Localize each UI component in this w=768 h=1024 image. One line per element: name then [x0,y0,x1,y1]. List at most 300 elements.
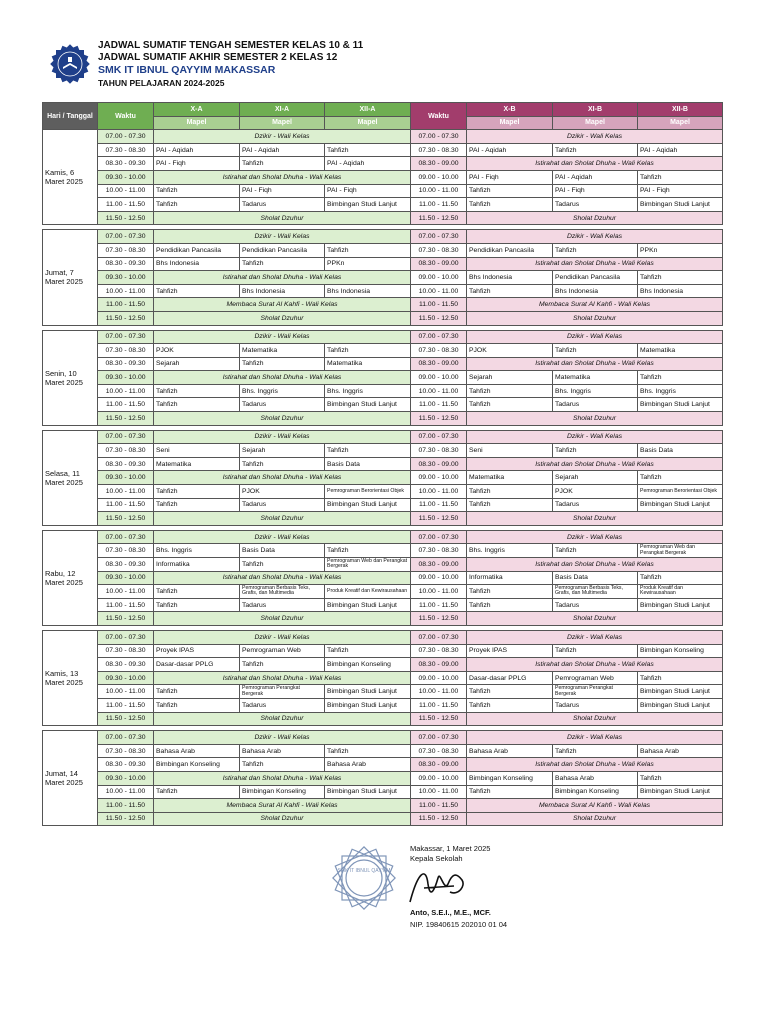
table-row [43,357,723,371]
time-cell-a: 11.00 - 11.50 [98,398,154,412]
merged-activity-b: Dzikir - Wali Kelas [467,130,723,144]
subject-cell-a: Sejarah [240,444,325,458]
table-row [43,157,723,171]
subject-cell-a: Tahfizh [154,184,240,198]
subject-cell-b: PJOK [553,485,638,499]
time-cell-b: 08.30 - 09.00 [411,457,467,471]
subject-cell-b: Pemrograman Web [553,671,638,685]
merged-activity-a: Sholat Dzuhur [154,512,411,526]
merged-activity-a: Dzikir - Wali Kelas [154,430,411,444]
subject-cell-b: Tahfizh [553,344,638,358]
merged-activity-b: Istirahat dan Sholat Dhuha - Wali Kelas [467,758,723,772]
subject-cell-b: Bimbingan Studi Lanjut [638,598,723,612]
time-cell-b: 10.00 - 11.00 [411,685,467,699]
subject-cell-a: Tahfizh [325,143,411,157]
subject-cell-b: Tahfizh [638,271,723,285]
header-waktu-b: Waktu [411,103,467,130]
subject-cell-b: Tahfizh [553,544,638,558]
subject-cell-a: Tahfizh [325,444,411,458]
table-row [43,758,723,772]
merged-activity-b: Sholat Dzuhur [467,812,723,826]
subject-cell-b: Produk Kreatif dan Kewirausahaan [638,585,723,599]
subject-cell-a: Tahfizh [154,698,240,712]
table-row [43,230,723,244]
subject-cell-b: Informatika [467,571,553,585]
subject-cell-b: Tahfizh [553,644,638,658]
time-cell-a: 07.30 - 08.30 [98,544,154,558]
table-row [43,698,723,712]
time-cell-b: 10.00 - 11.00 [411,184,467,198]
subject-cell-b: PAI - Fiqh [638,184,723,198]
subject-cell-a: PAI - Fiqh [240,184,325,198]
header-class-xia: XI-A [240,103,325,117]
subject-cell-b: Tahfizh [638,571,723,585]
merged-activity-b: Istirahat dan Sholat Dhuha - Wali Kelas [467,457,723,471]
table-row [43,530,723,544]
subject-cell-a: Pemrograman Perangkat Bergerak [240,685,325,699]
day-date-cell: Kamis, 6 Maret 2025 [43,130,98,225]
subject-cell-b: Bimbingan Konseling [638,644,723,658]
merged-activity-a: Istirahat dan Sholat Dhuha - Wali Kelas [154,571,411,585]
subject-cell-a: Bhs Indonesia [325,284,411,298]
stamp-text: SMK IT IBNUL QAYYIM [337,868,391,874]
day-date-cell: Rabu, 12 Maret 2025 [43,530,98,625]
time-cell-a: 07.30 - 08.30 [98,344,154,358]
time-cell-b: 07.30 - 08.30 [411,644,467,658]
time-cell-a: 07.30 - 08.30 [98,243,154,257]
subject-cell-b: Tahfizh [553,243,638,257]
day-date-cell: Jumat, 7 Maret 2025 [43,230,98,325]
subject-cell-b: Bimbingan Konseling [553,785,638,799]
time-cell-b: 09.00 - 10.00 [411,471,467,485]
time-cell-b: 09.00 - 10.00 [411,271,467,285]
subject-cell-b: Basis Data [638,444,723,458]
time-cell-a: 11.50 - 12.50 [98,412,154,426]
merged-activity-b: Sholat Dzuhur [467,712,723,726]
time-cell-b: 11.50 - 12.50 [411,412,467,426]
subject-cell-b: Tahfizh [638,771,723,785]
subject-cell-b: Pemrograman Berorientasi Objek [638,485,723,499]
subject-cell-a: Seni [154,444,240,458]
subject-cell-a: Bimbingan Konseling [154,758,240,772]
table-row [43,211,723,225]
merged-activity-b: Istirahat dan Sholat Dhuha - Wali Kelas [467,357,723,371]
time-cell-a: 11.00 - 11.50 [98,698,154,712]
table-row [43,311,723,325]
subject-cell-b: Tahfizh [638,170,723,184]
merged-activity-b: Dzikir - Wali Kelas [467,530,723,544]
subject-cell-b: Bimbingan Studi Lanjut [638,398,723,412]
subject-cell-a: Bimbingan Studi Lanjut [325,685,411,699]
time-cell-b: 07.00 - 07.30 [411,731,467,745]
table-row [43,744,723,758]
table-row [43,344,723,358]
time-cell-a: 07.30 - 08.30 [98,143,154,157]
subject-cell-b: Tahfizh [467,598,553,612]
table-row [43,571,723,585]
subject-cell-b: Bimbingan Studi Lanjut [638,498,723,512]
time-cell-a: 10.00 - 11.00 [98,785,154,799]
table-row [43,130,723,144]
subject-cell-b: Tahfizh [467,785,553,799]
subject-cell-a: Matematika [154,457,240,471]
time-cell-b: 09.00 - 10.00 [411,371,467,385]
table-row [43,685,723,699]
subject-cell-b: PAI - Aqidah [553,170,638,184]
subject-cell-b: Tahfizh [467,184,553,198]
subject-cell-b: Sejarah [467,371,553,385]
time-cell-b: 07.30 - 08.30 [411,744,467,758]
time-cell-b: 11.00 - 11.50 [411,498,467,512]
time-cell-b: 11.50 - 12.50 [411,512,467,526]
time-cell-a: 11.50 - 12.50 [98,612,154,626]
time-cell-a: 11.50 - 12.50 [98,211,154,225]
subject-cell-b: Tadarus [553,698,638,712]
table-row [43,485,723,499]
time-cell-a: 08.30 - 09.30 [98,758,154,772]
subject-cell-a: Bimbingan Studi Lanjut [325,398,411,412]
signatory-nip: NIP. 19840615 202010 01 04 [410,920,508,929]
time-cell-b: 11.50 - 12.50 [411,311,467,325]
subject-cell-a: Bahasa Arab [240,744,325,758]
subject-cell-a: Pendidikan Pancasila [240,243,325,257]
subject-cell-a: Dasar-dasar PPLG [154,658,240,672]
subject-cell-a: Tahfizh [240,658,325,672]
subject-cell-b: Tadarus [553,198,638,212]
subject-cell-a: Tahfizh [154,198,240,212]
subject-cell-b: Matematika [467,471,553,485]
merged-activity-a: Istirahat dan Sholat Dhuha - Wali Kelas [154,671,411,685]
time-cell-a: 11.50 - 12.50 [98,812,154,826]
subject-cell-a: Tadarus [240,598,325,612]
subject-cell-b: Tahfizh [467,698,553,712]
time-cell-a: 07.00 - 07.30 [98,530,154,544]
title-sumatif-tengah: JADWAL SUMATIF TENGAH SEMESTER KELAS 10 & 11 [98,40,364,51]
table-row [43,544,723,558]
subject-cell-a: Bhs. Inggris [154,544,240,558]
time-cell-a: 08.30 - 09.30 [98,157,154,171]
time-cell-a: 07.00 - 07.30 [98,731,154,745]
subject-cell-a: PAI - Fiqh [325,184,411,198]
schedule-table [42,102,723,826]
header-class-xiia: XII-A [325,103,411,117]
header-mapel: Mapel [638,116,723,130]
subject-cell-b: Tahfizh [553,444,638,458]
subject-cell-b: Tahfizh [638,471,723,485]
subject-cell-a: Tahfizh [154,284,240,298]
title-sumatif-akhir: JADWAL SUMATIF AKHIR SEMESTER 2 KELAS 12 [98,52,338,63]
subject-cell-b: Bhs Indonesia [553,284,638,298]
table-row [43,330,723,344]
merged-activity-a: Dzikir - Wali Kelas [154,530,411,544]
time-cell-b: 07.00 - 07.30 [411,630,467,644]
subject-cell-a: Pemrograman Berbasis Teks, Grafis, dan Multimedia [240,585,325,599]
subject-cell-a: Basis Data [325,457,411,471]
day-date-cell: Senin, 10 Maret 2025 [43,330,98,425]
subject-cell-a: Tahfizh [325,243,411,257]
header-class-xa: X-A [154,103,240,117]
subject-cell-a: Tahfizh [154,384,240,398]
merged-activity-a: Istirahat dan Sholat Dhuha - Wali Kelas [154,170,411,184]
merged-activity-a: Sholat Dzuhur [154,712,411,726]
table-row [43,731,723,745]
day-date-cell: Jumat, 14 Maret 2025 [43,731,98,826]
merged-activity-b: Istirahat dan Sholat Dhuha - Wali Kelas [467,157,723,171]
subject-cell-b: Pemrograman Berbasis Teks, Grafis, dan Multimedia [553,585,638,599]
subject-cell-a: PAI - Aqidah [325,157,411,171]
subject-cell-b: Tadarus [553,398,638,412]
time-cell-a: 10.00 - 11.00 [98,184,154,198]
merged-activity-b: Sholat Dzuhur [467,211,723,225]
time-cell-a: 11.00 - 11.50 [98,498,154,512]
table-row [43,612,723,626]
subject-cell-b: Tahfizh [467,284,553,298]
subject-cell-a: Tahfizh [240,558,325,572]
header-titles [98,40,363,90]
subject-cell-a: Bahasa Arab [154,744,240,758]
subject-cell-a: Matematika [240,344,325,358]
time-cell-a: 07.00 - 07.30 [98,230,154,244]
time-cell-b: 09.00 - 10.00 [411,571,467,585]
merged-activity-b: Sholat Dzuhur [467,311,723,325]
subject-cell-b: Seni [467,444,553,458]
table-row [43,170,723,184]
signatory-name: Anto, S.E.I., M.E., MCF. [410,908,491,917]
merged-activity-b: Membaca Surat Al Kahfi - Wali Kelas [467,799,723,813]
time-cell-b: 09.00 - 10.00 [411,771,467,785]
time-cell-a: 10.00 - 11.00 [98,284,154,298]
time-cell-a: 08.30 - 09.30 [98,457,154,471]
header-class-xb: X-B [467,103,553,117]
time-cell-a: 10.00 - 11.00 [98,585,154,599]
time-cell-b: 07.30 - 08.30 [411,544,467,558]
subject-cell-a: Bimbingan Studi Lanjut [325,198,411,212]
merged-activity-a: Membaca Surat Al Kahfi - Wali Kelas [154,799,411,813]
header-mapel: Mapel [553,116,638,130]
subject-cell-b: PAI - Aqidah [638,143,723,157]
merged-activity-a: Istirahat dan Sholat Dhuha - Wali Kelas [154,371,411,385]
time-cell-a: 07.00 - 07.30 [98,130,154,144]
time-cell-a: 09.30 - 10.00 [98,571,154,585]
merged-activity-a: Sholat Dzuhur [154,612,411,626]
time-cell-b: 08.30 - 09.00 [411,157,467,171]
time-cell-b: 07.00 - 07.30 [411,530,467,544]
table-row [43,143,723,157]
signature-role: Kepala Sekolah [410,854,463,863]
merged-activity-b: Istirahat dan Sholat Dhuha - Wali Kelas [467,658,723,672]
time-cell-a: 11.50 - 12.50 [98,311,154,325]
time-cell-a: 11.50 - 12.50 [98,512,154,526]
merged-activity-b: Istirahat dan Sholat Dhuha - Wali Kelas [467,558,723,572]
subject-cell-a: Sejarah [154,357,240,371]
subject-cell-b: Tahfizh [638,371,723,385]
subject-cell-a: Basis Data [240,544,325,558]
subject-cell-a: PJOK [154,344,240,358]
time-cell-b: 07.00 - 07.30 [411,430,467,444]
subject-cell-a: Tadarus [240,398,325,412]
merged-activity-a: Membaca Surat Al Kahfi - Wali Kelas [154,298,411,312]
time-cell-b: 11.00 - 11.50 [411,298,467,312]
table-row [43,384,723,398]
subject-cell-a: Tadarus [240,698,325,712]
time-cell-a: 08.30 - 09.30 [98,357,154,371]
table-row [43,785,723,799]
table-row [43,812,723,826]
merged-activity-a: Istirahat dan Sholat Dhuha - Wali Kelas [154,471,411,485]
header-class-xib: XI-B [553,103,638,117]
time-cell-b: 08.30 - 09.00 [411,758,467,772]
table-row [43,284,723,298]
time-cell-a: 07.30 - 08.30 [98,744,154,758]
table-row [43,271,723,285]
time-cell-a: 11.00 - 11.50 [98,598,154,612]
merged-activity-b: Sholat Dzuhur [467,512,723,526]
subject-cell-a: Tahfizh [325,644,411,658]
subject-cell-a: Tadarus [240,498,325,512]
time-cell-b: 07.30 - 08.30 [411,243,467,257]
subject-cell-b: Bahasa Arab [553,771,638,785]
subject-cell-b: Bhs. Inggris [467,544,553,558]
time-cell-a: 09.30 - 10.00 [98,771,154,785]
subject-cell-b: Tahfizh [467,485,553,499]
time-cell-a: 11.00 - 11.50 [98,198,154,212]
signature-block [410,844,490,864]
time-cell-b: 08.30 - 09.00 [411,558,467,572]
schedule-body [43,130,723,826]
subject-cell-a: Proyek IPAS [154,644,240,658]
subject-cell-b: Tahfizh [467,685,553,699]
table-row [43,257,723,271]
school-stamp [318,842,410,920]
table-row [43,799,723,813]
merged-activity-a: Dzikir - Wali Kelas [154,230,411,244]
subject-cell-a: Tahfizh [240,157,325,171]
table-row [43,630,723,644]
time-cell-a: 09.30 - 10.00 [98,170,154,184]
table-row [43,771,723,785]
table-row [43,512,723,526]
table-row [43,498,723,512]
subject-cell-a: PAI - Aqidah [154,143,240,157]
subject-cell-a: Pemrograman Web dan Perangkat Bergerak [325,558,411,572]
merged-activity-a: Sholat Dzuhur [154,812,411,826]
subject-cell-b: Tahfizh [467,198,553,212]
subject-cell-b: Pendidikan Pancasila [467,243,553,257]
header-mapel: Mapel [325,116,411,130]
day-date-cell: Kamis, 13 Maret 2025 [43,630,98,725]
time-cell-a: 08.30 - 09.30 [98,558,154,572]
subject-cell-b: PPKn [638,243,723,257]
subject-cell-a: Bhs. Inggris [325,384,411,398]
time-cell-b: 08.30 - 09.00 [411,357,467,371]
time-cell-b: 10.00 - 11.00 [411,284,467,298]
subject-cell-b: PAI - Fiqh [553,184,638,198]
merged-activity-b: Dzikir - Wali Kelas [467,230,723,244]
time-cell-b: 11.00 - 11.50 [411,698,467,712]
subject-cell-a: Bhs Indonesia [240,284,325,298]
subject-cell-b: Bimbingan Konseling [467,771,553,785]
subject-cell-b: Bhs Indonesia [467,271,553,285]
subject-cell-b: Bahasa Arab [638,744,723,758]
subject-cell-b: Bimbingan Studi Lanjut [638,698,723,712]
subject-cell-a: Tahfizh [325,544,411,558]
subject-cell-b: Sejarah [553,471,638,485]
subject-cell-b: Pemrograman Web dan Perangkat Bergerak [638,544,723,558]
subject-cell-b: PAI - Fiqh [467,170,553,184]
subject-cell-b: Tahfizh [467,585,553,599]
time-cell-a: 10.00 - 11.00 [98,384,154,398]
table-row [43,558,723,572]
time-cell-a: 09.30 - 10.00 [98,471,154,485]
subject-cell-b: Bhs Indonesia [638,284,723,298]
time-cell-b: 11.50 - 12.50 [411,211,467,225]
subject-cell-a: Tahfizh [325,344,411,358]
subject-cell-b: PAI - Aqidah [467,143,553,157]
header-mapel: Mapel [154,116,240,130]
subject-cell-a: Bimbingan Studi Lanjut [325,698,411,712]
merged-activity-a: Dzikir - Wali Kelas [154,731,411,745]
time-cell-a: 09.30 - 10.00 [98,671,154,685]
time-cell-a: 11.00 - 11.50 [98,298,154,312]
time-cell-b: 11.00 - 11.50 [411,799,467,813]
table-row [43,644,723,658]
merged-activity-b: Dzikir - Wali Kelas [467,430,723,444]
table-row [43,371,723,385]
time-cell-b: 10.00 - 11.00 [411,785,467,799]
merged-activity-a: Istirahat dan Sholat Dhuha - Wali Kelas [154,271,411,285]
time-cell-b: 11.50 - 12.50 [411,712,467,726]
time-cell-a: 10.00 - 11.00 [98,685,154,699]
time-cell-b: 08.30 - 09.00 [411,658,467,672]
time-cell-b: 07.30 - 08.30 [411,143,467,157]
time-cell-b: 09.00 - 10.00 [411,170,467,184]
subject-cell-a: Bimbingan Studi Lanjut [325,598,411,612]
subject-cell-b: Bahasa Arab [467,744,553,758]
subject-cell-b: Tahfizh [553,744,638,758]
merged-activity-b: Istirahat dan Sholat Dhuha - Wali Kelas [467,257,723,271]
subject-cell-a: PAI - Fiqh [154,157,240,171]
merged-activity-b: Sholat Dzuhur [467,612,723,626]
subject-cell-b: Tadarus [553,498,638,512]
time-cell-b: 10.00 - 11.00 [411,585,467,599]
subject-cell-a: Pemrograman Web [240,644,325,658]
table-row [43,712,723,726]
academic-year: TAHUN PELAJARAN 2024-2025 [98,78,225,88]
subject-cell-b: Pemrograman Perangkat Bergerak [553,685,638,699]
time-cell-a: 09.30 - 10.00 [98,271,154,285]
subject-cell-b: Bhs. Inggris [553,384,638,398]
subject-cell-a: Tahfizh [154,598,240,612]
time-cell-b: 10.00 - 11.00 [411,384,467,398]
time-cell-b: 07.00 - 07.30 [411,230,467,244]
subject-cell-a: PPKn [325,257,411,271]
subject-cell-b: Tadarus [553,598,638,612]
school-name: SMK IT IBNUL QAYYIM MAKASSAR [98,64,276,76]
subject-cell-a: Tahfizh [240,257,325,271]
merged-activity-a: Istirahat dan Sholat Dhuha - Wali Kelas [154,771,411,785]
subject-cell-b: Tahfizh [553,143,638,157]
header-mapel: Mapel [240,116,325,130]
time-cell-b: 10.00 - 11.00 [411,485,467,499]
subject-cell-a: Bhs. Inggris [240,384,325,398]
subject-cell-a: Bimbingan Konseling [240,785,325,799]
header-waktu-a: Waktu [98,103,154,130]
subject-cell-a: Bimbingan Studi Lanjut [325,498,411,512]
subject-cell-b: Bimbingan Studi Lanjut [638,785,723,799]
subject-cell-a: Pemrograman Berorientasi Objek [325,485,411,499]
time-cell-a: 08.30 - 09.30 [98,658,154,672]
subject-cell-a: Tahfizh [240,357,325,371]
